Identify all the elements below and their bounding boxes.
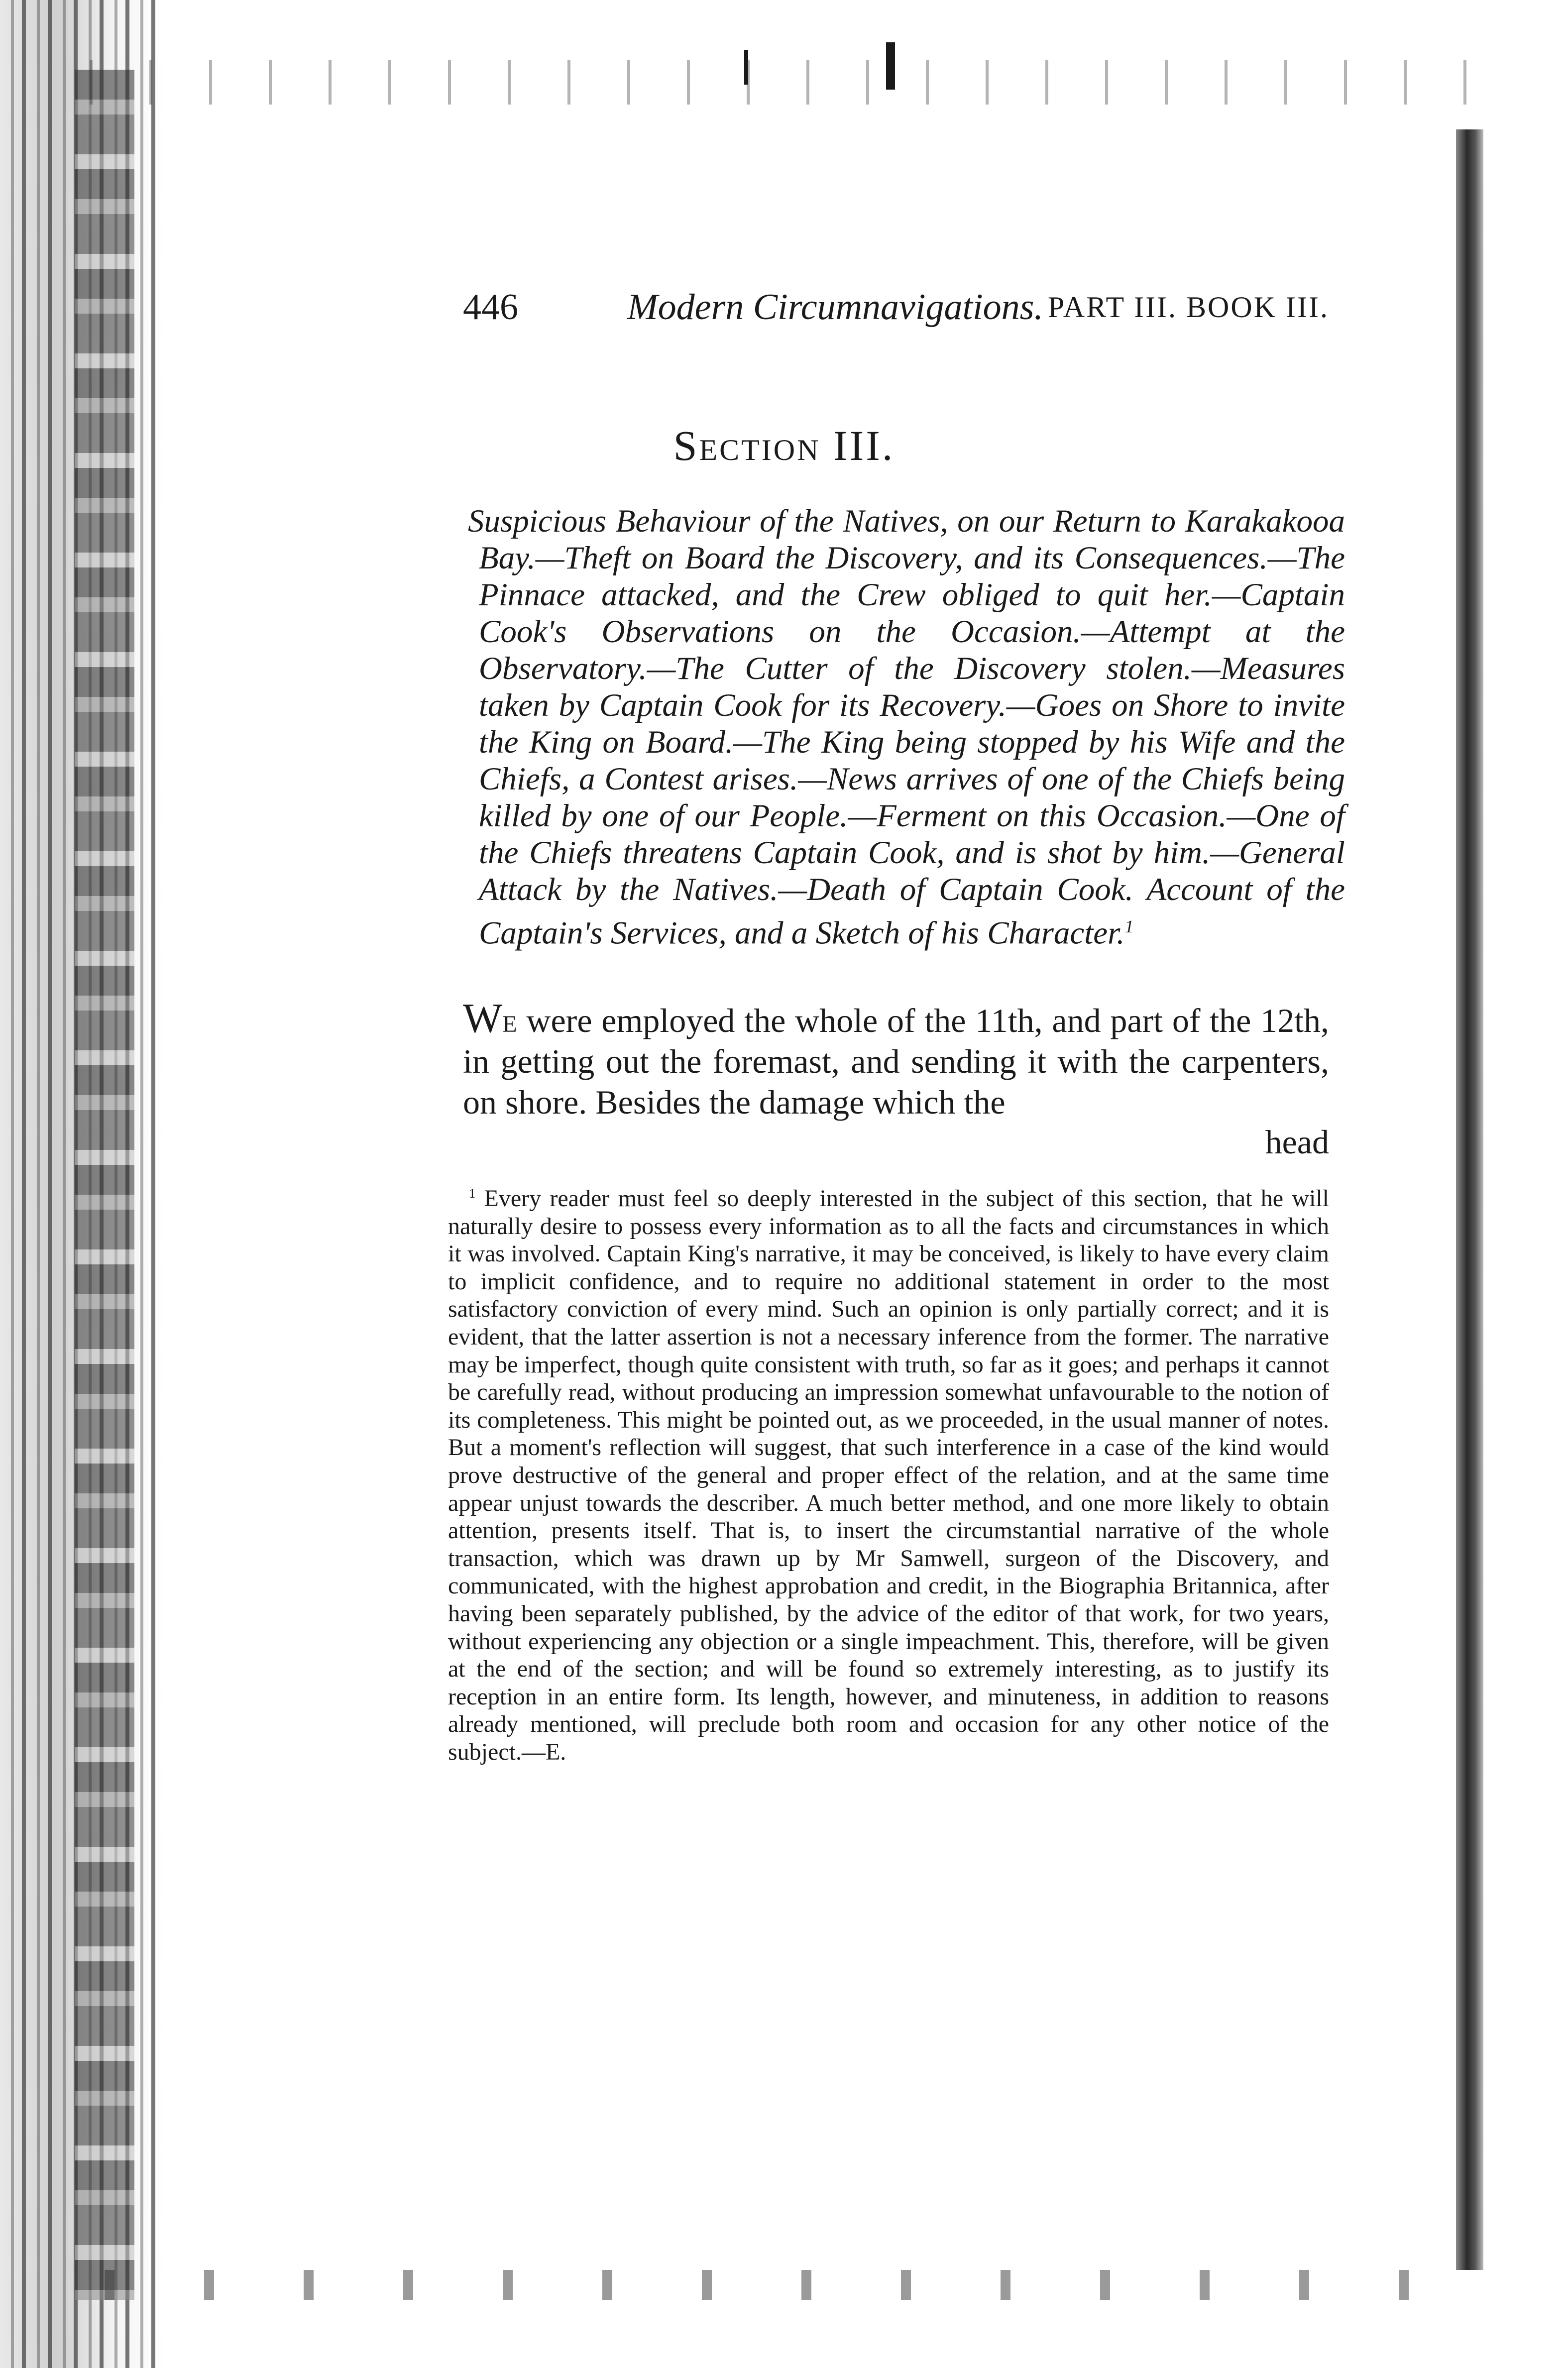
small-caps-text: e (502, 1002, 517, 1039)
scan-top-edge (70, 60, 1473, 105)
drop-cap: W (463, 995, 503, 1041)
page-number: 446 (463, 287, 518, 328)
body-paragraph (463, 995, 1329, 1123)
section-title: Section III. (673, 422, 895, 469)
part-book-label: PART III. BOOK III. (1047, 291, 1329, 324)
running-head (463, 286, 1329, 336)
footnote-reference: 1 (1124, 916, 1134, 936)
running-title: Modern Circumnavigations. (627, 287, 1043, 328)
catchword: head (1265, 1123, 1329, 1161)
scan-bottom-edge (75, 2270, 1493, 2300)
scan-left-edge (0, 0, 164, 2368)
scan-top-mark (744, 50, 748, 85)
scan-top-mark (886, 42, 895, 90)
body-text: were employed the whole of the 11th, and part of the 12th, in getting out the foremast, and sending it with the carpenters, on shore. Besides the damage which the (463, 1002, 1329, 1121)
section-synopsis (468, 503, 1345, 952)
footnote-text: Every reader must feel so deeply interested in the subject of this section, that he will naturally desire to possess every information as to all the facts and circumstances in which it was involved. Captain King's narrative, it may be conceived, is likely to have every claim to implicit confidence, and to require no additional statement in order to the most satisfactory conviction of every mind. Such an opinion is only partially correct; and it is evident, that the latter assertion is not a necessary inference from the former. The narrative may be imperfect, though quite consistent with truth, so far as it goes; and perhaps it cannot be carefully read, without producing an impression somewhat unfavourable to the notion of its completeness. This might be pointed out, as we proceeded, in the usual manner of notes. But a moment's reflection will suggest, that such interference in a case of the kind would prove destructive of the general and proper effect of the relation, and at the same time appear unjust towards the describer. A much better method, and one more likely to obtain attention, presents itself. That is, to insert the circumstantial narrative of the whole transaction, which was drawn up by Mr Samwell, surgeon of the Discovery, and communicated, with the highest approbation and credit, in the Biographia Britannica, after having been separately published, by the advice of the editor of that work, for two years, without experiencing any objection or a single impeachment. This, therefore, will be given at the end of the section; and will be found so extremely interesting, as to justify its reception in an entire form. Its length, however, and minuteness, in addition to reasons already mentioned, will preclude both room and occasion for any other notice of the subject.—E. (448, 1185, 1329, 1765)
binding-shadow (75, 70, 134, 2300)
footnote (448, 1180, 1329, 1766)
footnote-marker: 1 (469, 1186, 476, 1201)
synopsis-text: Suspicious Behaviour of the Natives, on our Return to Karakakooa Bay.—Theft on Board the Discovery, and its Consequences.—The Pinnace attacked, and the Crew obliged to quit her.—Captain Cook's Observations on the Occasion.—Attempt at the Observatory.—The Cutter of the Discovery stolen.—Measures taken by Captain Cook for its Recovery.—Goes on Shore to invite the King on Board.—The King being stopped by his Wife and the Chiefs, a Contest arises.—News arrives of one of the Chiefs being killed by one of our People.—Ferment on this Occasion.—One of the Chiefs threatens Captain Cook, and is shot by him.—General Attack by the Natives.—Death of Captain Cook. Account of the Captain's Services, and a Sketch of his Character. (468, 503, 1345, 951)
